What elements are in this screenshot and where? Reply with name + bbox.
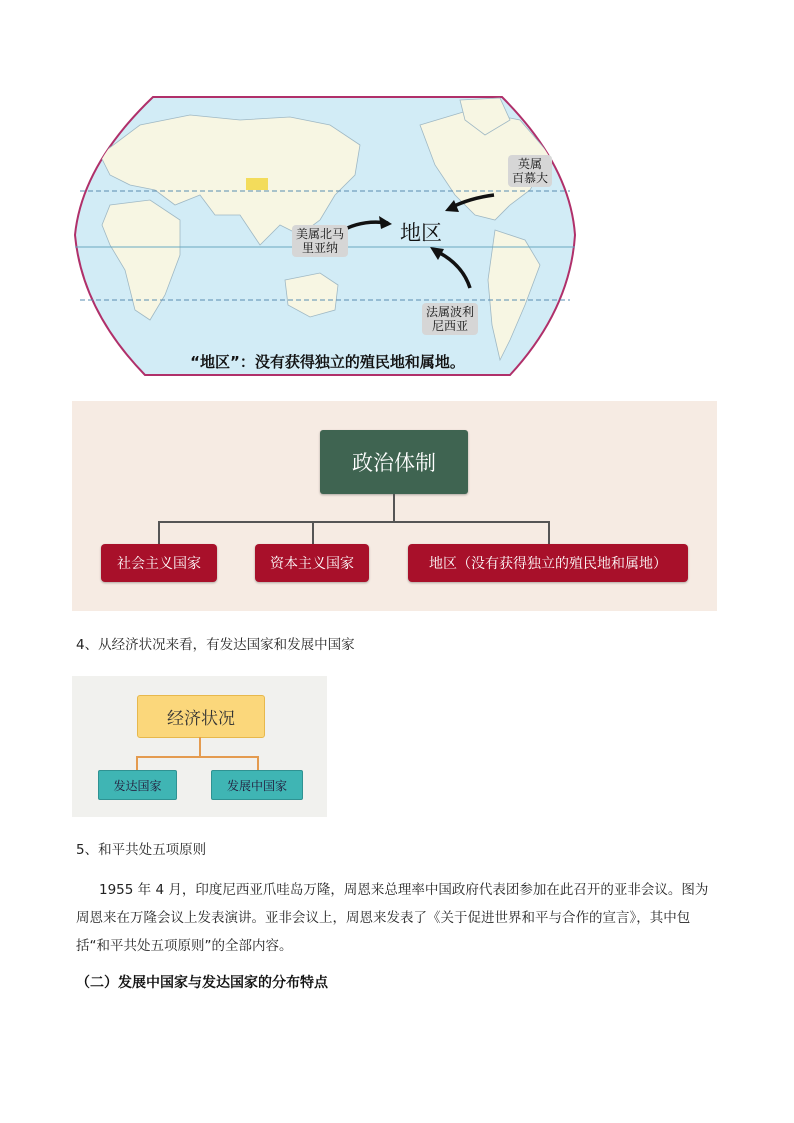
connector-line xyxy=(312,521,314,544)
map-center-label: 地区 xyxy=(400,221,442,245)
node-socialist-countries: 社会主义国家 xyxy=(101,544,217,582)
highlight-region xyxy=(246,178,268,190)
paragraph-line-1: 1955 年 4 月，印度尼西亚爪哇岛万隆，周恩来总理率中国政府代表团参加在此召开的亚非会议。图为 xyxy=(99,882,709,898)
diagram-root-node: 经济状况 xyxy=(137,695,265,738)
political-system-diagram xyxy=(72,401,717,611)
node-developing-countries: 发展中国家 xyxy=(211,770,303,800)
paragraph-line-3: 括“和平共处五项原则”的全部内容。 xyxy=(76,938,293,954)
node-dependent-territories: 地区（没有获得独立的殖民地和属地） xyxy=(408,544,688,582)
node-capitalist-countries: 资本主义国家 xyxy=(255,544,369,582)
connector-line xyxy=(199,737,201,757)
connector-line xyxy=(548,521,550,544)
callout-mariana: 美属北马 里亚纳 xyxy=(292,225,348,257)
callout-bermuda: 英属 百慕大 xyxy=(508,155,552,187)
item-4-text: 4、从经济状况来看，有发达国家和发展中国家 xyxy=(76,637,355,653)
section-heading: （二）发展中国家与发达国家的分布特点 xyxy=(76,975,328,991)
node-developed-countries: 发达国家 xyxy=(98,770,177,800)
connector-line xyxy=(393,494,395,522)
diagram-root-node: 政治体制 xyxy=(320,430,468,494)
callout-polynesia: 法属波利 尼西亚 xyxy=(422,303,478,335)
map-caption: “地区”：没有获得独立的殖民地和属地。 xyxy=(190,353,465,371)
item-5-text: 5、和平共处五项原则 xyxy=(76,842,207,858)
connector-line xyxy=(136,756,259,758)
connector-line xyxy=(158,521,160,544)
world-map-figure xyxy=(70,95,585,377)
connector-line xyxy=(158,521,550,523)
connector-line xyxy=(257,756,259,770)
paragraph-line-2: 周恩来在万隆会议上发表演讲。亚非会议上，周恩来发表了《关于促进世界和平与合作的宣言》，其中包 xyxy=(76,910,691,926)
economic-status-diagram xyxy=(72,676,327,817)
connector-line xyxy=(136,756,138,770)
